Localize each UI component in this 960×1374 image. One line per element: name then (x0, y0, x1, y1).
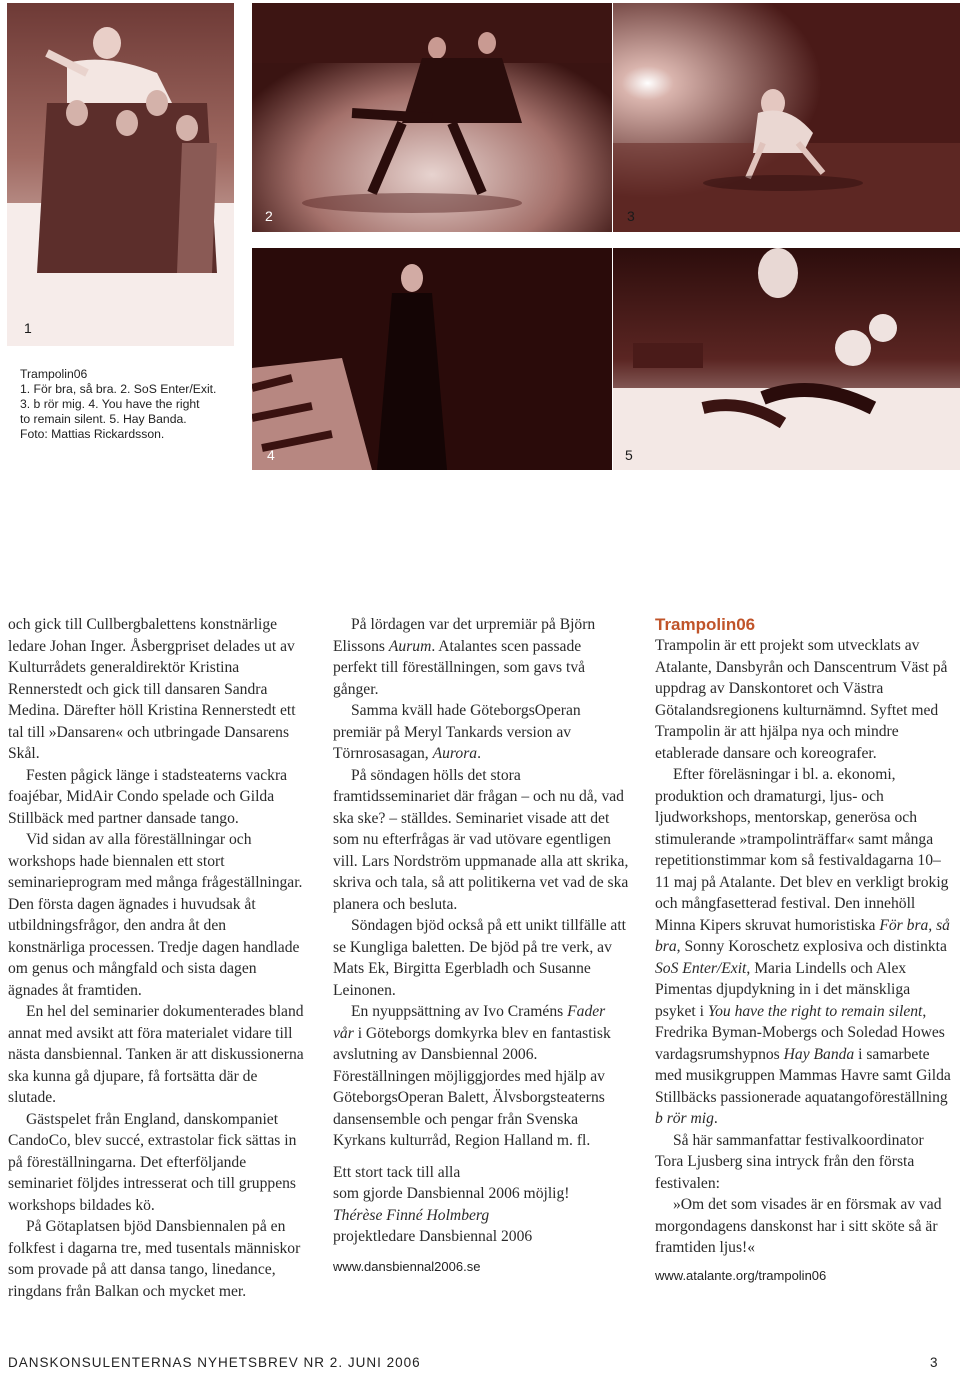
sidebar-title: Trampolin06 (655, 615, 756, 634)
col2-paragraph-1: På lördagen var det urpremiär på Björn Elissons Aurum. Atalantes scen passade perfekt till föreställningen, som gavs två gånger. (333, 616, 596, 698)
photo-5-number: 5 (625, 447, 633, 463)
caption-title: Trampolin06 (20, 367, 88, 381)
footer-publication: DANSKONSULENTERNAS NYHETSBREV NR 2. JUNI 2006 (8, 1355, 421, 1370)
atalante-link[interactable]: www.atalante.org/trampolin06 (655, 1267, 827, 1283)
photo-2 (252, 3, 612, 232)
col2-thanks-2: som gjorde Dansbiennal 2006 möjlig! (333, 1185, 570, 1202)
col3-paragraph-1: Trampolin är ett projekt som utvecklats av Atalante, Dansbyrån och Danscentrum Väst på uppdrag av Danskontoret och Västra Götalandsregionens kulturnämnd. Syftet med Trampolin är att hjälpa nya och mindre etablerade dansare och koreografer. (655, 637, 948, 762)
photo-4-number: 4 (267, 447, 275, 463)
footer-page-number: 3 (930, 1355, 939, 1370)
col2-paragraph-4: Söndagen bjöd också på ett unikt tillfälle att se Kungliga baletten. De bjöd på tre verk, av Mats Ek, Birgitta Egerbladh och Susanne Leinonen. (333, 917, 626, 999)
photo-5 (613, 248, 960, 470)
caption-line-4: Foto: Mattias Rickardsson. (20, 427, 165, 441)
caption-line-1: 1. För bra, så bra. 2. SoS Enter/Exit. (20, 382, 217, 396)
col2-thanks-1: Ett stort tack till alla (333, 1163, 461, 1181)
sidebar-trampolin (655, 614, 951, 1286)
col1-paragraph-2: Festen pågick länge i stadsteaterns vackra foajébar, MidAir Condo spelade och Gilda Stillbäck med partner dansade tango. (8, 766, 288, 827)
photo-1-number: 1 (24, 320, 32, 336)
col3-paragraph-2: Efter föreläsningar i bl. a. ekonomi, produktion och dramaturgi, ljus- och ljudworkshops, mentorskap, generösa och stimulerande »trampolinträffar« samt många repetitionstimmar kom så festivaldagarna 10–11 maj på Atalante. Det blev en verkligt brokig och mångfasetterad festival. Den innehöll Minna Kipers skruvat humoristiska För bra, så bra, Sonny Koroschetz explosiva och distinkta SoS Enter/Exit, Maria Lindells och Alex Pimentas djupdykning in i det mänskliga psyket i You have the right to remain silent, Fredrika Byman-Mobergs och Soledad Howes vardagsrumshypnos Hay Banda i samarbete med musikgruppen Mammas Havre samt Gilda Stillbäcks passionerade aquatangoföreställning b rör mig. (655, 766, 951, 1127)
article-column-2 (333, 614, 629, 1277)
dansbiennal-link[interactable]: www.dansbiennal2006.se (333, 1258, 481, 1274)
col1-paragraph-4: En hel del seminarier dokumenterades bland annat med avsikt att föra materialet vidare till nästa dansbiennal. Tanken är att diskussionerna ska kunna gå djupare, få fortsätta där de slutade. (8, 1003, 304, 1106)
col2-role: projektledare Dansbiennal 2006 (333, 1228, 533, 1245)
photo-3-number: 3 (627, 208, 635, 224)
col1-paragraph-3: Vid sidan av alla föreställningar och workshops hade biennalen ett stort seminarieprogram med många frågeställningar. Den första dagen ägnades i huvudsak åt utbildningsfrågor, den andra åt den konstnärliga processen. Tredje dagen handlade om genus och mångfald och sista dagen ägnades åt framtiden. (8, 831, 303, 999)
photo-3 (613, 3, 960, 232)
col2-paragraph-2: Samma kväll hade GöteborgsOperan premiär på Meryl Tankards version av Törnrosasagan, Aurora. (333, 702, 581, 762)
photo-1 (7, 3, 234, 346)
col3-paragraph-3: Så här sammanfattar festivalkoordinator Tora Ljusberg sina intryck från den första festivalen: (655, 1131, 924, 1192)
article-column-1 (8, 614, 306, 1302)
photo-2-number: 2 (265, 208, 273, 224)
caption-line-3: to remain silent. 5. Hay Banda. (20, 412, 187, 426)
caption-line-2: 3. b rör mig. 4. You have the right (20, 397, 200, 411)
photo-4 (252, 248, 612, 470)
col2-signature: Thérèse Finné Holmberg (333, 1206, 490, 1224)
col1-paragraph-6: På Götaplatsen bjöd Dansbiennalen på en folkfest i dagarna tre, med tusentals människor som provade på att dansa tango, linedance, ringdans från Balkan och mycket mer. (8, 1218, 301, 1300)
col3-paragraph-4: »Om det som visades är en försmak av vad morgondagens danskonst har i sitt sköte så är framtiden ljus!« (655, 1196, 942, 1256)
col2-paragraph-3: På söndagen hölls det stora framtidsseminariet där frågan – och nu då, vad ska ske? – ställdes. Seminariet visade att det som nu efterfrågas är vad utövare egentligen vill. Lars Nordström uppmanade alla att skrika, skriva och tala, så att politikerna vet vad de ska planera och besluta. (333, 766, 629, 913)
col2-paragraph-5: En nyuppsättning av Ivo Craméns Fader vår i Göteborgs domkyrka blev en fantastisk avslutning av Dansbiennal 2006. Föreställningen möjliggjordes med hjälp av GöteborgsOperan Balett, Älvsborgsteaterns dansensemble och pengar från Svenska Kyrkans kulturråd, Region Halland m. fl. (333, 1003, 611, 1149)
col1-paragraph-1: och gick till Cullbergbalettens konstnärlige ledare Johan Inger. Åsbergpriset delades ut av Kulturrådets generaldirektör Kristina Rennerstedt och gick till dansaren Sandra Medina. Därefter höll Kristina Rennerstedt ett tal till »Dansaren« och utbringade Dansarens Skål. (8, 616, 296, 762)
col1-paragraph-5: Gästspelet från England, danskompaniet CandoCo, blev succé, extrastolar fick sättas in på föreställningarna. Det efterföljande seminariet följdes intresserat och till gruppens workshops bildades kö. (8, 1110, 297, 1214)
photo-caption (20, 367, 250, 442)
